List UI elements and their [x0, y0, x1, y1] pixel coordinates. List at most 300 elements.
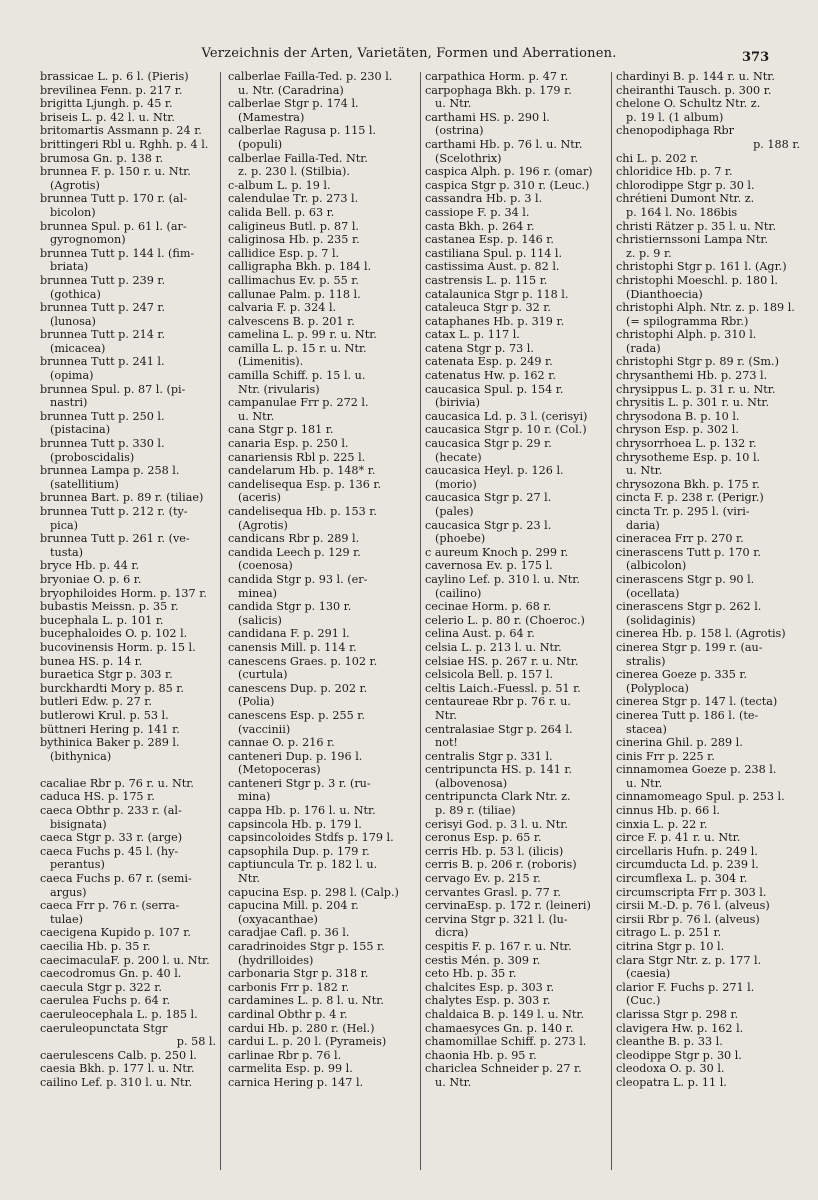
index-entry: candidana F. p. 291 l.: [228, 627, 350, 641]
index-entry: caeca Fuchs p. 45 l. (hy-: [40, 844, 179, 858]
index-entry-continuation: tusta): [50, 545, 83, 559]
index-entry: caylino Lef. p. 310 l. u. Ntr.: [425, 572, 580, 586]
index-entry: caspica Stgr p. 310 r. (Leuc.): [425, 178, 590, 192]
index-entry: celsia L. p. 213 l. u. Ntr.: [425, 640, 562, 654]
index-entry: candelisequa Hb. p. 153 r.: [228, 505, 377, 518]
index-entry: chamomillae Schiff. p. 273 l.: [425, 1035, 587, 1049]
index-entry: catax L. p. 117 l.: [425, 328, 520, 342]
index-entry: cardamines L. p. 8 l. u. Ntr.: [228, 994, 384, 1008]
index-entry: caecilia Hb. p. 35 r.: [40, 940, 151, 953]
index-entry: brunnea Tutt p. 212 r. (ty-: [40, 505, 188, 518]
index-entry: caucasica Stgr p. 23 l.: [425, 518, 552, 532]
index-entry: buraetica Stgr p. 303 r.: [40, 668, 173, 682]
index-entry: chlorodippe Stgr p. 30 l.: [616, 178, 755, 192]
index-entry: christi Rätzer p. 35 l. u. Ntr.: [616, 219, 777, 233]
index-entry: caecimaculaF. p. 200 l. u. Ntr.: [40, 953, 210, 967]
index-entry: brunnea Tutt p. 330 l.: [40, 437, 165, 451]
index-entry-continuation: (pistacina): [50, 423, 111, 437]
index-entry: cataleuca Stgr p. 32 r.: [425, 301, 551, 315]
index-entry: caucasica Ld. p. 3 l. (cerisyi): [425, 409, 588, 423]
index-entry: chrétieni Dumont Ntr. z.: [616, 192, 755, 206]
index-entry-continuation: dicra): [435, 926, 469, 940]
index-column-3: [425, 70, 607, 1180]
index-entry: canescens Esp. p. 255 r.: [228, 708, 365, 722]
index-entry: christophi Alph. Ntr. z. p. 189 l.: [616, 301, 795, 315]
index-entry: cinnamomea Goeze p. 238 l.: [616, 763, 777, 777]
index-entry: capsincola Hb. p. 179 l.: [228, 817, 362, 831]
index-entry: circumducta Ld. p. 239 l.: [616, 858, 759, 872]
index-entry: britomartis Assmann p. 24 r.: [40, 124, 202, 138]
index-entry: brittingeri Rbl u. Rghh. p. 4 l.: [40, 137, 209, 151]
index-entry-continuation: (lunosa): [50, 314, 96, 328]
index-entry: caerulescens Calb. p. 250 l.: [40, 1048, 197, 1062]
index-entry: caeca Fuchs p. 67 r. (semi-: [40, 872, 192, 886]
index-entry: cheiranthi Tausch. p. 300 r.: [616, 83, 772, 97]
index-entry: canescens Graes. p. 102 r.: [228, 654, 378, 668]
index-entry: clara Stgr Ntr. z. p. 177 l.: [616, 953, 762, 967]
index-entry: caliginosa Hb. p. 235 r.: [228, 233, 360, 247]
index-entry-continuation: mina): [238, 790, 271, 804]
index-entry: capsincoloides Stdfs p. 179 l.: [228, 831, 394, 845]
index-entry: cineracea Frr p. 270 r.: [616, 532, 744, 546]
index-entry-continuation: (albicolon): [626, 559, 687, 573]
index-entry: cervago Ev. p. 215 r.: [425, 872, 541, 886]
index-entry: cinnus Hb. p. 66 l.: [616, 804, 720, 818]
index-entry: circellaris Hufn. p. 249 l.: [616, 844, 758, 858]
index-entry-continuation: (phoebe): [435, 532, 486, 546]
index-entry: cestis Mén. p. 309 r.: [425, 953, 541, 967]
index-entry: candelarum Hb. p. 148* r.: [228, 464, 376, 478]
index-entry-continuation: u. Ntr.: [238, 409, 275, 423]
index-entry-continuation: u. Ntr.: [435, 97, 472, 111]
index-entry-continuation: u. Ntr.: [435, 1075, 472, 1089]
index-entry-continuation: gyrognomon): [50, 233, 126, 247]
column-divider: [220, 72, 221, 1170]
index-entry: campanulae Frr p. 272 l.: [228, 396, 369, 410]
index-entry: caeruleocephala L. p. 185 l.: [40, 1007, 198, 1021]
index-entry: chalytes Esp. p. 303 r.: [425, 994, 551, 1008]
index-entry-continuation: (gothica): [50, 287, 101, 301]
index-entry: cinerea Goeze p. 335 r.: [616, 668, 748, 682]
index-entry: cardinal Obthr p. 4 r.: [228, 1007, 348, 1021]
index-entry: candida Stgr p. 93 l. (er-: [228, 572, 368, 586]
index-entry: bucephaloides O. p. 102 l.: [40, 627, 188, 641]
index-entry: cinerina Ghil. p. 289 l.: [616, 736, 743, 750]
index-entry-continuation: minea): [238, 586, 278, 600]
index-entry-continuation: briata): [50, 260, 89, 274]
index-entry-continuation: (= spilogramma Rbr.): [626, 314, 749, 328]
index-entry: chaldaica B. p. 149 l. u. Ntr.: [425, 1007, 585, 1021]
index-entry: cinerascens Tutt p. 170 r.: [616, 545, 761, 559]
index-entry: cinxia L. p. 22 r.: [616, 817, 708, 831]
index-entry: bryoniae O. p. 6 r.: [40, 572, 142, 586]
index-entry: celsicola Bell. p. 157 l.: [425, 668, 554, 682]
index-entry: brunnea Tutt p. 247 r.: [40, 301, 166, 315]
index-entry: canteneri Dup. p. 196 l.: [228, 749, 363, 763]
index-entry: caeca Obthr p. 233 r. (al-: [40, 804, 182, 818]
index-entry: chloridice Hb. p. 7 r.: [616, 165, 733, 179]
index-entry-continuation: Ntr.: [435, 708, 457, 722]
index-entry: caecigena Kupido p. 107 r.: [40, 926, 191, 940]
index-entry: calberlae Failla-Ted. Ntr.: [228, 151, 368, 165]
index-entry: citrina Stgr p. 10 l.: [616, 940, 725, 953]
index-entry-continuation: (Agrotis): [50, 178, 100, 192]
index-entry: candicans Rbr p. 289 l.: [228, 532, 360, 546]
index-entry: caradjae Cafl. p. 36 l.: [228, 926, 350, 940]
index-entry: calendulae Tr. p. 273 l.: [228, 192, 359, 206]
index-entry: brunnea Tutt p. 241 l.: [40, 355, 165, 369]
index-entry: clavigera Hw. p. 162 l.: [616, 1021, 744, 1035]
index-entry: caduca HS. p. 175 r.: [40, 790, 155, 804]
index-entry-continuation: Ntr. (rivularis): [238, 382, 320, 396]
index-column-1: [40, 70, 216, 1180]
index-entry: castissima Aust. p. 82 l.: [425, 260, 560, 274]
index-entry: cleopatra L. p. 11 l.: [616, 1075, 727, 1089]
index-entry-continuation: (satellitium): [50, 477, 119, 491]
index-entry: bryce Hb. p. 44 r.: [40, 559, 140, 573]
index-entry-continuation: p. 19 l. (1 album): [626, 110, 724, 124]
index-entry: cincta Tr. p. 295 l. (viri-: [616, 505, 750, 518]
index-entry: brunnea F. p. 150 r. u. Ntr.: [40, 165, 191, 179]
index-entry: calvaria F. p. 324 l.: [228, 301, 337, 315]
index-entry-continuation: (opima): [50, 369, 94, 383]
index-entry: callunae Palm. p. 118 l.: [228, 287, 361, 301]
index-entry-continuation: perantus): [50, 858, 105, 872]
index-entry: cinerea Stgr p. 199 r. (au-: [616, 640, 763, 654]
index-entry: castiliana Spul. p. 114 l.: [425, 246, 563, 260]
index-entry: calida Bell. p. 63 r.: [228, 205, 335, 219]
index-entry: carbonis Frr p. 182 r.: [228, 980, 350, 994]
index-entry: chi L. p. 202 r.: [616, 151, 699, 165]
index-entry: callidice Esp. p. 7 l.: [228, 246, 340, 260]
index-entry-continuation: (populi): [238, 137, 283, 151]
index-entry-continuation: (curtula): [238, 668, 288, 682]
index-entry: brunnea Tutt p. 144 l. (fim-: [40, 246, 195, 260]
index-entry: canescens Dup. p. 202 r.: [228, 681, 368, 695]
index-entry: brunnea Tutt p. 214 r.: [40, 328, 166, 342]
index-entry-continuation: (Dianthoecia): [626, 287, 703, 301]
index-entry: cecinae Horm. p. 68 r.: [425, 600, 552, 614]
index-entry: chardinyi B. p. 144 r. u. Ntr.: [616, 70, 775, 83]
index-entry: canensis Mill. p. 114 r.: [228, 640, 357, 654]
index-entry: cerris B. p. 206 r. (roboris): [425, 858, 577, 872]
index-entry: christophi Stgr p. 89 r. (Sm.): [616, 355, 779, 369]
index-entry: candelisequa Esp. p. 136 r.: [228, 477, 382, 491]
index-entry-continuation: u. Ntr.: [626, 776, 663, 790]
index-entry: christophi Moeschl. p. 180 l.: [616, 273, 778, 287]
index-entry: cervina Stgr p. 321 l. (lu-: [425, 912, 568, 926]
index-entry: capsophila Dup. p. 179 r.: [228, 844, 370, 858]
column-divider: [420, 72, 421, 1170]
index-entry: catena Stgr p. 73 l.: [425, 341, 534, 355]
index-entry: bryophiloides Horm. p. 137 r.: [40, 586, 207, 600]
index-entry: chalcites Esp. p. 303 r.: [425, 980, 555, 994]
index-entry-continuation: (morio): [435, 477, 477, 491]
index-entry: chenopodiphaga Rbr: [616, 124, 735, 138]
index-entry: cinnamomeago Spul. p. 253 l.: [616, 790, 785, 804]
index-entry-continuation: (aceris): [238, 491, 281, 505]
index-entry: caspica Alph. p. 196 r. (omar): [425, 165, 593, 179]
index-entry: cavernosa Ev. p. 175 l.: [425, 559, 553, 573]
index-entry-continuation: stralis): [626, 654, 666, 668]
index-entry-continuation: z. p. 9 r.: [626, 246, 672, 260]
index-entry: cleodippe Stgr p. 30 l.: [616, 1048, 742, 1062]
index-entry: cerisyi God. p. 3 l. u. Ntr.: [425, 817, 568, 831]
index-entry: celerio L. p. 80 r. (Choeroc.): [425, 613, 585, 627]
index-entry: caerulea Fuchs p. 64 r.: [40, 994, 171, 1008]
index-entry-continuation: p. 188 r.: [753, 137, 800, 151]
index-entry: cataphanes Hb. p. 319 r.: [425, 314, 565, 328]
index-entry: caradrinoides Stgr p. 155 r.: [228, 940, 385, 953]
index-entry: chrysotheme Esp. p. 10 l.: [616, 450, 761, 464]
index-entry: caeruleopunctata Stgr: [40, 1021, 168, 1035]
index-entry: captiuncula Tr. p. 182 l. u.: [228, 858, 378, 872]
index-entry-continuation: (solidaginis): [626, 613, 696, 627]
index-entry: chrysitis L. p. 301 r. u. Ntr.: [616, 396, 770, 410]
index-entry: brigitta Ljungh. p. 45 r.: [40, 97, 173, 111]
index-entry: chrysodona B. p. 10 l.: [616, 409, 740, 423]
index-entry: brumosa Gn. p. 138 r.: [40, 151, 164, 165]
index-entry: centralis Stgr p. 331 l.: [425, 749, 553, 763]
index-entry-continuation: (oxyacanthae): [238, 912, 318, 926]
index-entry-continuation: (birivia): [435, 396, 480, 410]
index-entry-continuation: bisignata): [50, 817, 107, 831]
index-entry: citrago L. p. 251 r.: [616, 926, 722, 940]
index-entry: caucasica Spul. p. 154 r.: [425, 382, 564, 396]
index-entry: carpophaga Bkh. p. 179 r.: [425, 83, 572, 97]
index-entry: camilla L. p. 15 r. u. Ntr.: [228, 341, 367, 355]
index-entry-continuation: z. p. 230 l. (Stilbia).: [238, 165, 350, 179]
index-entry: calberlae Failla-Ted. p. 230 l.: [228, 70, 393, 83]
index-entry: caucasica Heyl. p. 126 l.: [425, 464, 564, 478]
index-entry: carthami HS. p. 290 l.: [425, 110, 550, 124]
index-entry-continuation: (caesia): [626, 967, 671, 981]
index-entry-continuation: stacea): [626, 722, 667, 736]
index-entry: carbonaria Stgr p. 318 r.: [228, 967, 369, 981]
index-entry-continuation: (rada): [626, 341, 661, 355]
index-entry-continuation: nastri): [50, 396, 88, 410]
index-entry: chrysorrhoea L. p. 132 r.: [616, 437, 757, 451]
index-entry: chaonia Hb. p. 95 r.: [425, 1048, 537, 1062]
index-entry: candida Leech p. 129 r.: [228, 545, 361, 559]
index-entry: ceto Hb. p. 35 r.: [425, 967, 517, 981]
index-entry: cespitis F. p. 167 r. u. Ntr.: [425, 940, 572, 953]
index-entry: caesia Bkh. p. 177 l. u. Ntr.: [40, 1062, 195, 1076]
index-entry: bucovinensis Horm. p. 15 l.: [40, 640, 196, 654]
index-entry: catenata Esp. p. 249 r.: [425, 355, 553, 369]
index-entry-continuation: pica): [50, 518, 79, 532]
index-entry-continuation: u. Ntr. (Caradrina): [238, 83, 344, 97]
index-entry: casta Bkh. p. 264 r.: [425, 219, 535, 233]
index-entry: cinerascens Stgr p. 262 l.: [616, 600, 762, 614]
index-entry: brassicae L. p. 6 l. (Pieris): [40, 70, 189, 83]
index-entry-continuation: p. 89 r. (tiliae): [435, 804, 516, 818]
index-entry: carnica Hering p. 147 l.: [228, 1075, 364, 1089]
index-entry: briseis L. p. 42 l. u. Ntr.: [40, 110, 175, 124]
index-entry: camilla Schiff. p. 15 l. u.: [228, 369, 366, 383]
index-entry: canteneri Stgr p. 3 r. (ru-: [228, 776, 371, 790]
index-entry: canariensis Rbl p. 225 l.: [228, 450, 366, 464]
index-entry: cervinaEsp. p. 172 r. (leineri): [425, 899, 591, 913]
page-header-title: Verzeichnis der Arten, Varietäten, Formen und Aberrationen.: [201, 46, 617, 61]
index-entry-continuation: u. Ntr.: [626, 464, 663, 478]
index-entry-continuation: (albovenosa): [435, 776, 508, 790]
index-entry: catenatus Hw. p. 162 r.: [425, 369, 556, 383]
index-entry: cervantes Grasl. p. 77 r.: [425, 885, 561, 899]
index-entry: capucina Esp. p. 298 l. (Calp.): [228, 885, 399, 899]
index-entry: brunnea Tutt p. 261 r. (ve-: [40, 532, 190, 546]
index-entry-continuation: Ntr.: [238, 872, 260, 886]
index-entry: cinis Frr p. 225 r.: [616, 749, 715, 763]
index-entry: chryson Esp. p. 302 l.: [616, 423, 739, 437]
index-entry: calberlae Ragusa p. 115 l.: [228, 124, 377, 138]
index-entry: caecula Stgr p. 322 r.: [40, 980, 162, 994]
index-entry: bubastis Meissn. p. 35 r.: [40, 600, 179, 614]
index-entry: cacaliae Rbr p. 76 r. u. Ntr.: [40, 776, 194, 790]
index-entry: callimachus Ev. p. 55 r.: [228, 273, 359, 287]
index-entry: capucina Mill. p. 204 r.: [228, 899, 359, 913]
index-entry: cincta F. p. 238 r. (Perigr.): [616, 491, 764, 505]
index-entry: clarissa Stgr p. 298 r.: [616, 1007, 739, 1021]
index-entry-continuation: tulae): [50, 912, 83, 926]
index-entry-continuation: (cailino): [435, 586, 482, 600]
index-entry: christophi Stgr p. 161 l. (Agr.): [616, 260, 787, 274]
index-entry: cana Stgr p. 181 r.: [228, 423, 334, 437]
index-entry-continuation: (ostrina): [435, 124, 484, 138]
index-entry: bythinica Baker p. 289 l.: [40, 736, 180, 750]
index-entry: caucasica Stgr p. 27 l.: [425, 491, 552, 505]
index-entry: cerris Hb. p. 53 l. (ilicis): [425, 844, 564, 858]
index-entry-continuation: (pales): [435, 505, 474, 518]
index-entry: caucasica Stgr p. 29 r.: [425, 437, 552, 451]
index-entry: candida Stgr p. 130 r.: [228, 600, 352, 614]
index-entry: cardui L. p. 20 l. (Pyrameis): [228, 1035, 387, 1049]
index-entry: canaria Esp. p. 250 l.: [228, 437, 349, 451]
index-column-4: [616, 70, 800, 1180]
index-entry: chelone O. Schultz Ntr. z.: [616, 97, 761, 111]
index-entry: carmelita Esp. p. 99 l.: [228, 1062, 353, 1076]
index-entry: cinerea Tutt p. 186 l. (te-: [616, 708, 759, 722]
index-entry-continuation: (Agrotis): [238, 518, 288, 532]
index-entry: circe F. p. 41 r. u. Ntr.: [616, 831, 741, 845]
index-entry: centaureae Rbr p. 76 r. u.: [425, 695, 571, 709]
index-entry: cinerascens Stgr p. 90 l.: [616, 572, 755, 586]
index-entry: chamaesyces Gn. p. 140 r.: [425, 1021, 574, 1035]
index-entry: castrensis L. p. 115 r.: [425, 273, 548, 287]
index-entry-continuation: (Cuc.): [626, 994, 661, 1008]
index-entry-continuation: argus): [50, 885, 87, 899]
index-entry: chrysozona Bkh. p. 175 r.: [616, 477, 760, 491]
index-entry: circumflexa L. p. 304 r.: [616, 872, 748, 886]
index-entry: cinerea Stgr p. 147 l. (tecta): [616, 695, 778, 709]
index-entry-continuation: (Mamestra): [238, 110, 305, 124]
index-entry: c-album L. p. 19 l.: [228, 178, 331, 192]
index-entry: carthami Hb. p. 76 l. u. Ntr.: [425, 137, 583, 151]
index-entry: brunnea Spul. p. 61 l. (ar-: [40, 219, 187, 233]
index-entry: caucasica Stgr p. 10 r. (Col.): [425, 423, 587, 437]
index-entry: cassiope F. p. 34 l.: [425, 205, 530, 219]
index-entry: caligineus Butl. p. 87 l.: [228, 219, 359, 233]
index-entry: brunnea Bart. p. 89 r. (tiliae): [40, 491, 204, 505]
index-entry: caeca Stgr p. 33 r. (arge): [40, 831, 183, 845]
index-entry-continuation: p. 164 l. No. 186bis: [626, 205, 738, 219]
index-entry-continuation: (hecate): [435, 450, 482, 464]
index-entry: chrysanthemi Hb. p. 273 l.: [616, 369, 768, 383]
index-entry: celsiae HS. p. 267 r. u. Ntr.: [425, 654, 579, 668]
entry-gap: [40, 763, 216, 777]
index-entry-continuation: (Metopoceras): [238, 763, 321, 777]
index-entry: cardui Hb. p. 280 r. (Hel.): [228, 1021, 375, 1035]
index-entry: cirsii Rbr p. 76 l. (alveus): [616, 912, 760, 926]
index-entry: centripuncta Clark Ntr. z.: [425, 790, 571, 804]
index-entry: cannae O. p. 216 r.: [228, 736, 335, 750]
index-entry: burckhardti Mory p. 85 r.: [40, 681, 184, 695]
index-column-2: [228, 70, 416, 1180]
index-entry: calberlae Stgr p. 174 l.: [228, 97, 359, 111]
index-entry: christiernssoni Lampa Ntr.: [616, 233, 768, 247]
index-entry: camelina L. p. 99 r. u. Ntr.: [228, 328, 377, 342]
index-entry-continuation: not!: [435, 736, 458, 750]
index-entry: ceronus Esp. p. 65 r.: [425, 831, 542, 845]
index-entry-continuation: (hydrilloides): [238, 953, 314, 967]
index-entry: bunea HS. p. 14 r.: [40, 654, 143, 668]
index-entry: cinerea Hb. p. 158 l. (Agrotis): [616, 627, 786, 641]
index-entry: cleodoxa O. p. 30 l.: [616, 1062, 725, 1076]
index-entry: brunnea Tutt p. 170 r. (al-: [40, 192, 187, 206]
index-entry-continuation: (salicis): [238, 613, 282, 627]
index-entry: carlinae Rbr p. 76 l.: [228, 1048, 342, 1062]
index-entry: cleanthe B. p. 33 l.: [616, 1035, 723, 1049]
index-entry-continuation: (bithynica): [50, 749, 112, 763]
index-entry: celtis Laich.-Fuessl. p. 51 r.: [425, 681, 581, 695]
index-entry-continuation: (coenosa): [238, 559, 293, 573]
index-entry-continuation: (Polyploca): [626, 681, 689, 695]
index-entry-continuation: p. 58 l.: [176, 1035, 216, 1049]
index-entry: brunnea Spul. p. 87 l. (pi-: [40, 382, 186, 396]
index-entry: caecodromus Gn. p. 40 l.: [40, 967, 182, 981]
column-divider: [611, 72, 612, 1170]
index-entry-continuation: (vaccinii): [238, 722, 291, 736]
index-entry-continuation: (Polia): [238, 695, 275, 709]
index-entry: cailino Lef. p. 310 l. u. Ntr.: [40, 1075, 193, 1089]
index-entry: brevilinea Fenn. p. 217 r.: [40, 83, 183, 97]
index-entry: castanea Esp. p. 146 r.: [425, 233, 554, 247]
index-entry: clarior F. Fuchs p. 271 l.: [616, 980, 755, 994]
index-entry-continuation: (proboscidalis): [50, 450, 135, 464]
index-entry: calligrapha Bkh. p. 184 l.: [228, 260, 372, 274]
index-entry: cappa Hb. p. 176 l. u. Ntr.: [228, 804, 376, 818]
index-entry: büttneri Hering p. 141 r.: [40, 722, 180, 736]
page-number: 373: [742, 50, 770, 65]
index-entry-continuation: (ocellata): [626, 586, 680, 600]
index-entry: caeca Frr p. 76 r. (serra-: [40, 899, 180, 913]
index-entry: brunnea Tutt p. 239 r.: [40, 273, 166, 287]
index-entry: celina Aust. p. 64 r.: [425, 627, 535, 641]
index-entry: cirsii M.-D. p. 76 l. (alveus): [616, 899, 770, 913]
index-entry: carpathica Horm. p. 47 r.: [425, 70, 569, 83]
index-entry: cassandra Hb. p. 3 l.: [425, 192, 543, 206]
index-entry: centralasiae Stgr p. 264 l.: [425, 722, 573, 736]
index-entry: c aureum Knoch p. 299 r.: [425, 545, 569, 559]
index-entry: brunnea Tutt p. 250 l.: [40, 409, 165, 423]
index-entry: bucephala L. p. 101 r.: [40, 613, 164, 627]
index-entry: centripuncta HS. p. 141 r.: [425, 763, 573, 777]
index-entry-continuation: bicolon): [50, 205, 96, 219]
index-entry: butleri Edw. p. 27 r.: [40, 695, 152, 709]
index-entry: circumscripta Frr p. 303 l.: [616, 885, 767, 899]
index-entry: chrysippus L. p. 31 r. u. Ntr.: [616, 382, 776, 396]
index-entry: brunnea Lampa p. 258 l.: [40, 464, 180, 478]
